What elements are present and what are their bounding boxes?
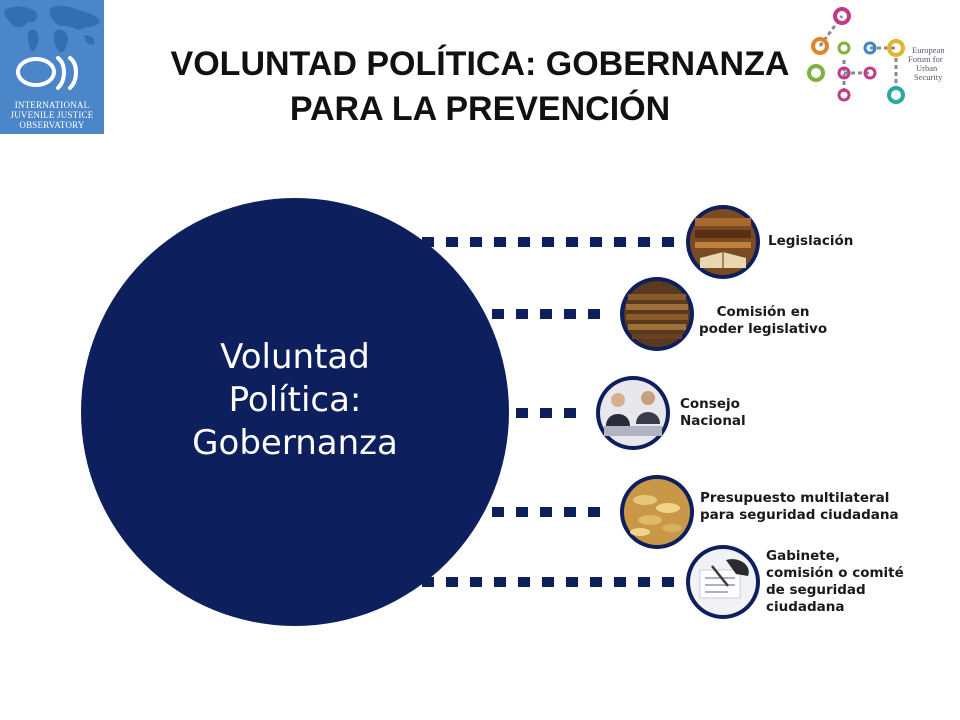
hub-label-line: Voluntad	[220, 337, 370, 377]
connector-line	[422, 237, 674, 247]
item-label-comision	[699, 304, 827, 338]
meeting-people-icon	[596, 376, 670, 450]
item-label-line: comisión o comité	[766, 565, 904, 581]
item-label-line: Presupuesto multilateral	[700, 490, 890, 506]
ijjo-name-line: JUVENILE JUSTICE	[10, 110, 94, 120]
efus-name-line: Urban	[916, 63, 938, 73]
efus-name-line: Security	[914, 72, 943, 82]
slide-title-line-1: VOLUNTAD POLÍTICA: GOBERNANZA	[170, 45, 790, 83]
item-label-line: Gabinete,	[766, 548, 840, 564]
connector-line	[492, 309, 600, 319]
item-label-line: Consejo	[680, 396, 740, 412]
efus-name-line: European	[912, 45, 945, 55]
hub-label-line: Gobernanza	[192, 423, 398, 463]
slide-title-line-2: PARA LA PREVENCIÓN	[289, 90, 671, 128]
item-label-gabinete	[766, 548, 904, 616]
item-label-line: poder legislativo	[699, 321, 828, 337]
efus-name-line: Forum for	[908, 54, 943, 64]
connector-line	[516, 408, 576, 418]
item-label-line: Legislación	[768, 233, 854, 249]
parliament-chamber-icon	[620, 277, 694, 351]
item-label-line: de seguridad	[766, 582, 866, 598]
signing-documents-icon	[686, 545, 760, 619]
item-label-line: Nacional	[680, 413, 746, 429]
item-label-legislacion	[768, 233, 853, 250]
item-label-presupuesto	[700, 490, 899, 524]
hub-label-line: Política:	[228, 380, 362, 420]
item-label-line: ciudadana	[766, 599, 845, 615]
ijjo-name-line: INTERNATIONAL	[14, 100, 90, 110]
item-label-consejo	[680, 396, 746, 430]
item-label-line: para seguridad ciudadana	[700, 507, 899, 523]
coins-icon	[620, 475, 694, 549]
law-books-icon	[686, 205, 760, 279]
item-label-line: Comisión en	[716, 304, 810, 320]
connector-line	[492, 507, 600, 517]
connector-line	[422, 577, 674, 587]
hub-label	[96, 336, 494, 465]
ijjo-name-line: OBSERVATORY	[19, 120, 85, 130]
